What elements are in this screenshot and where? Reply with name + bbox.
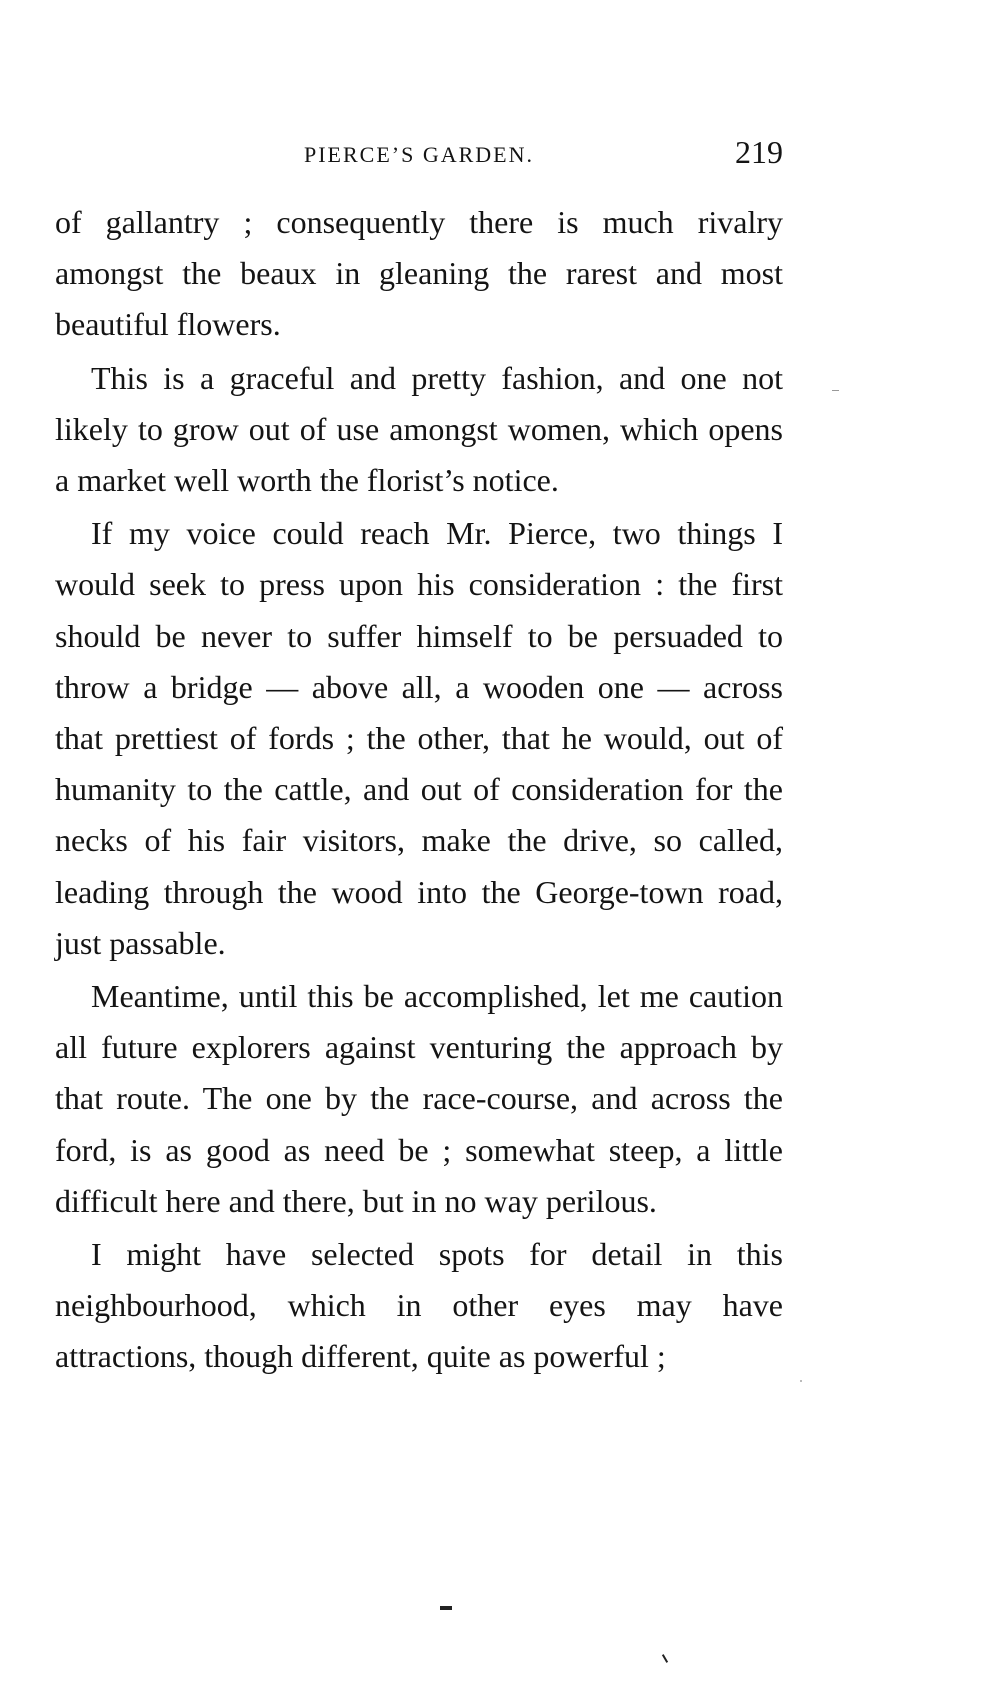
paragraph: This is a graceful and pretty fashion, and one not likely to grow out of use amongst women, which opens a market well worth the florist’s notice. [55, 359, 783, 499]
running-header [55, 128, 783, 168]
page-number: 219 [735, 134, 783, 170]
running-title: PIERCE’S GARDEN. [303, 142, 534, 167]
paragraph: If my voice could reach Mr. Pierce, two things I would seek to press upon his consideration : the first should be never to suffer himself to be persuaded to throw a bridge — above all, a wooden one — across that prettiest of fords ; the other, that he would, out of humanity to the cattle, and out of consideration for the necks of his fair visitors, make the drive, so called, leading through the wood into the George-town road, just passable. [55, 515, 783, 961]
ink-speck [662, 1654, 668, 1663]
ink-speck [440, 1606, 452, 1610]
paragraph: I might have selected spots for detail in this neighbourhood, which in other eyes may have attractions, though different, quite as powerful ; [55, 1236, 783, 1375]
body-text [55, 197, 783, 1385]
paragraph: Meantime, until this be accomplished, let me caution all future explorers against venturing the approach by that route. The one by the race-course, and across the ford, is as good as need be ; somewhat steep, a little difficult here and there, but in no way perilous. [55, 978, 783, 1219]
paragraph-continued: of gallantry ; consequently there is much rivalry amongst the beaux in gleaning the rarest and most beautiful flowers. [55, 204, 783, 343]
ink-speck [800, 1380, 802, 1382]
ink-speck [832, 390, 839, 391]
